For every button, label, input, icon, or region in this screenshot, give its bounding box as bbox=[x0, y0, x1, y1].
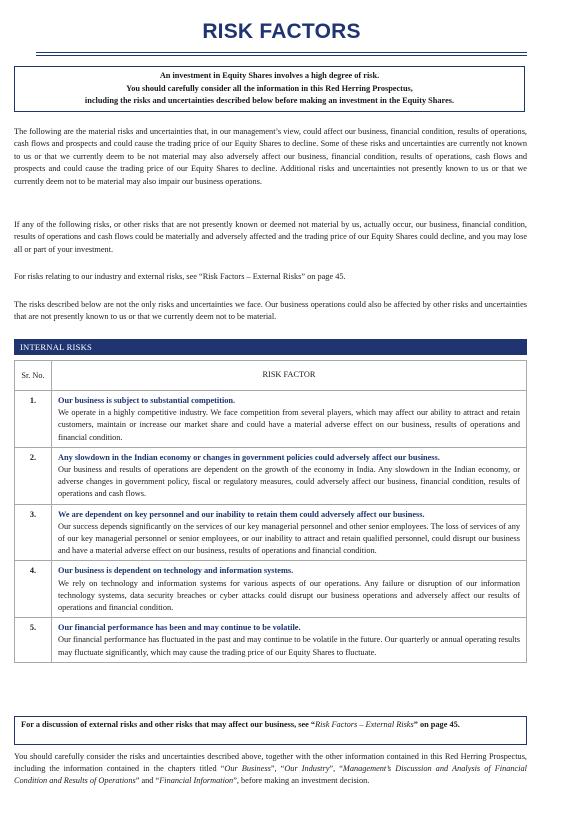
risk-factor-cell bbox=[52, 391, 527, 448]
callout-line-2: You should carefully consider all the information in this Red Herring Prospectus, bbox=[126, 83, 413, 93]
table-row bbox=[15, 618, 527, 663]
risk-heading: Any slowdown in the Indian economy or changes in government policies could adversely affect our business. bbox=[58, 452, 440, 462]
column-header-sr-no: Sr. No. bbox=[15, 361, 52, 391]
risk-body: Our success depends significantly on the services of our key managerial personnel and other senior employees. The loss of services of any of our key managerial personnel or senior employees, or our inability to attract and retain qualified personnel, could disrupt our business and have a material adverse effect on our business, results of operations and financial condition. bbox=[58, 521, 520, 556]
callout-line-3: including the risks and uncertainties described below before making an investment in the Equity Shares. bbox=[84, 96, 455, 105]
chapter-reference: Our Industry bbox=[284, 763, 330, 773]
risk-factor-table bbox=[14, 360, 527, 663]
risk-factor-cell bbox=[52, 561, 527, 618]
table-row bbox=[15, 447, 527, 504]
risk-heading: Our business is subject to substantial competition. bbox=[58, 396, 236, 405]
table-header-row bbox=[15, 361, 527, 391]
intro-paragraph-2: If any of the following risks, or other risks that are not presently known or deemed not material by us, actually occur, our business, financial condition, results of operations and cash flows could be materially and adversely affected and the trading price of our Equity Shares could decline, and you may lose all or part of your investment. bbox=[14, 220, 527, 254]
closing-paragraph bbox=[14, 751, 527, 786]
table-row bbox=[15, 561, 527, 618]
page-title: RISK FACTORS bbox=[202, 20, 361, 43]
chapter-reference: Our Business bbox=[224, 763, 271, 773]
risk-body: Our business and results of operations are dependent on the growth of the economy in India. Any slowdown in the Indian economy, or adverse changes in government policy, fiscal or regulatory measures, could adversely affect our business, financial condition, results of operations and cash flows. bbox=[58, 465, 520, 499]
row-number: 5. bbox=[15, 618, 52, 663]
column-header-risk-factor: RISK FACTOR bbox=[52, 361, 527, 391]
closing-text: ”, “ bbox=[329, 763, 343, 773]
risk-callout-box bbox=[14, 66, 525, 112]
note-reference: Risk Factors – External Risks bbox=[315, 720, 414, 729]
risk-body: We rely on technology and information systems for various aspects of our operations. Any failure or disruption of our information technology systems, data security breaches or cyber attacks could disrupt our business operations and adversely affect our results of operations and financial condition. bbox=[58, 578, 520, 613]
risk-factor-cell bbox=[52, 504, 527, 561]
title-rule-bottom bbox=[36, 55, 527, 56]
closing-text: ”, “ bbox=[270, 763, 285, 773]
closing-text: ”, before making an investment decision. bbox=[233, 775, 370, 785]
risk-factor-cell bbox=[52, 618, 527, 663]
row-number: 2. bbox=[15, 447, 52, 504]
risk-body: Our financial performance has fluctuated in the past and may continue to be volatile in the future. Our quarterly or annual operating results may fluctuate significantly, which may cause the trading price of our Equity Shares to fluctuate. bbox=[58, 635, 520, 657]
note-tail: ” on page 45. bbox=[413, 720, 460, 729]
callout-line-1: An investment in Equity Shares involves a high degree of risk. bbox=[159, 71, 380, 80]
risk-heading: Our financial performance has been and may continue to be volatile. bbox=[58, 623, 301, 633]
risk-body: We operate in a highly competitive industry. We face competition from several players, which may affect our ability to attract and retain customers, maintain or increase our market share and could have a material adverse effect on our business, results of operations and financial condition. bbox=[58, 408, 520, 442]
title-rule-top bbox=[36, 52, 527, 53]
external-risks-note bbox=[14, 716, 527, 745]
closing-text: ” and “ bbox=[135, 775, 160, 785]
row-number: 1. bbox=[15, 391, 52, 448]
intro-paragraph-4: The risks described below are not the only risks and uncertainties we face. Our business operations could also be affected by other risks and uncertainties that are not presently known to us or that we currently deem not to be material. bbox=[14, 300, 527, 322]
chapter-reference: Management’s Discussion and Analysis of Financial Condition and Results of Operations bbox=[14, 763, 527, 785]
intro-paragraph-1: The following are the material risks and uncertainties that, in our management’s view, could affect our business, financial condition, results of operations, cash flows and prospects and could cause the trading price of our Equity Shares to decline. Some of these risks and uncertainties are currently not known to us or that we currently deem to be not material may also adversely affect our business, financial condition, results of operations, cash flows and prospects and could cause the trading price of our Equity Shares to decline. Additional risks and uncertainties not presently known to us or that we currently deem not to be material may also impair our business operations. bbox=[14, 127, 527, 186]
section-band-internal-risks: INTERNAL RISKS bbox=[14, 339, 527, 355]
table-row bbox=[15, 391, 527, 448]
chapter-reference: Financial Information bbox=[159, 775, 234, 785]
risk-heading: Our business is dependent on technology and information systems. bbox=[58, 566, 294, 576]
note-lead: For a discussion of external risks and other risks that may affect our business, see “ bbox=[21, 720, 316, 729]
risk-heading: We are dependent on key personnel and our inability to retain them could adversely affect our business. bbox=[58, 509, 425, 519]
intro-paragraph-3: For risks relating to our industry and external risks, see “Risk Factors – External Risks” on page 45. bbox=[14, 272, 346, 281]
closing-text: You should carefully consider the risks and uncertainties described above, together with the other information contained in this Red Herring Prospectus, including the information contained in the chapters titled “ bbox=[14, 752, 527, 773]
row-number: 4. bbox=[15, 561, 52, 618]
row-number: 3. bbox=[15, 504, 52, 561]
table-row bbox=[15, 504, 527, 561]
risk-factor-cell bbox=[52, 447, 527, 504]
